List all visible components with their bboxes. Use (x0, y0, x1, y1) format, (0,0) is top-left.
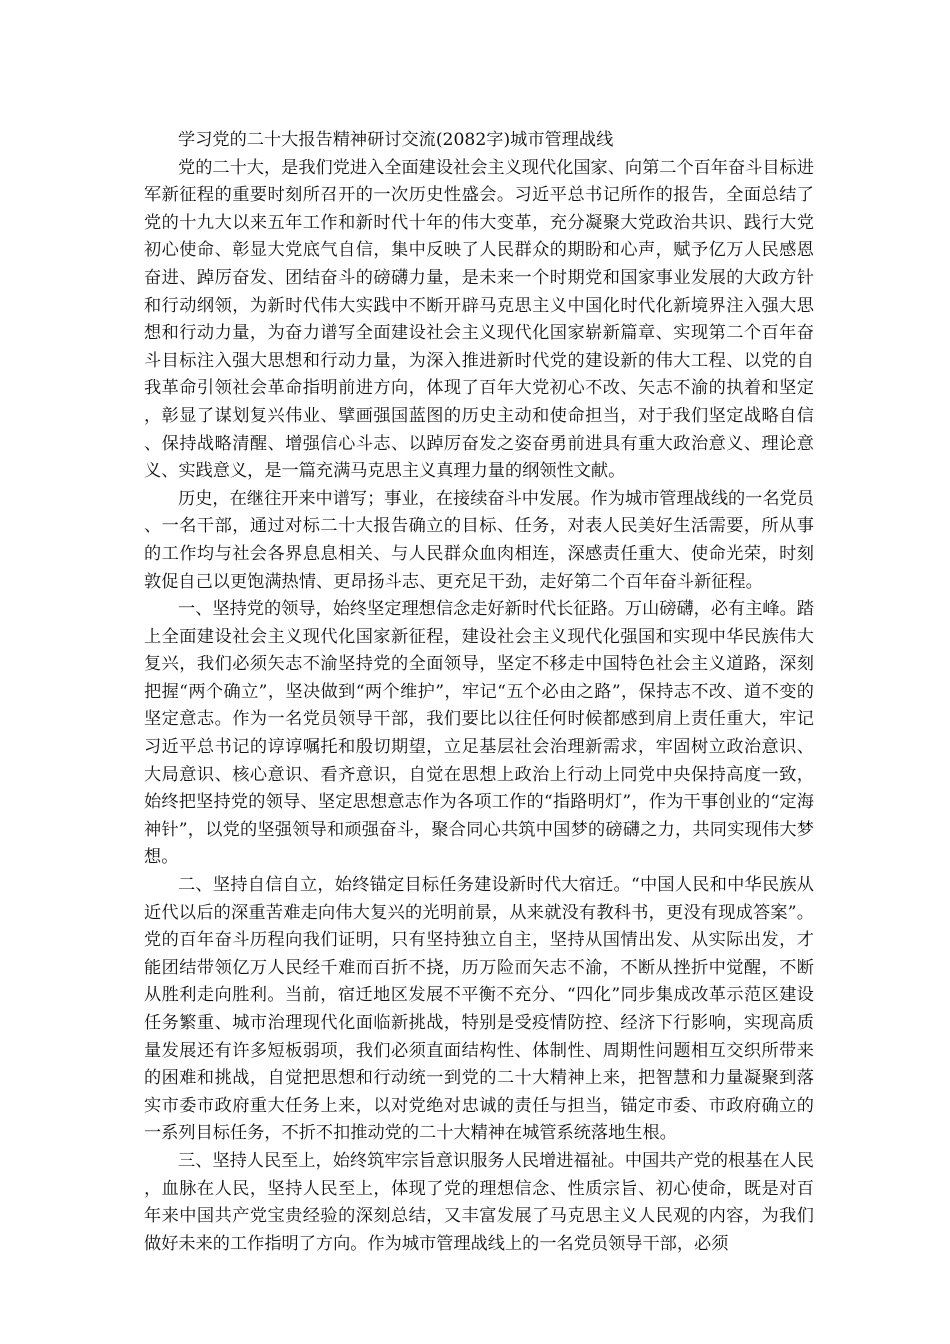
document-title: 学习党的二十大报告精神研讨交流(2082字)城市管理战线 (178, 130, 614, 150)
paragraph-history: 历史，在继往开来中谱写；事业，在接续奋斗中发展。作为城市管理战线的一名党员、一名干部，通过对标二十大报告确立的目标、任务，对表人民美好生活需要，所从事的工作均与社会各界息息相关、与人民群众血肉相连，深感责任重大、使命光荣，时刻敦促自己以更饱满热情、更昂扬斗志、更充足干劲，走好第二个百年奋斗新征程。 (144, 488, 814, 592)
document-body (144, 127, 814, 1258)
paragraph-point-three: 三、坚持人民至上，始终筑牢宗旨意识服务人民增进福祉。中国共产党的根基在人民，血脉在人民，坚持人民至上，体现了党的理想信念、性质宗旨、初心使命，既是对百年来中国共产党宝贵经验的深刻总结，又丰富发展了马克思主义人民观的内容，为我们做好未来的工作指明了方向。作为城市管理战线上的一名党员领导干部，必须 (144, 1150, 814, 1254)
paragraph-point-two: 二、坚持自信自立，始终锚定目标任务建设新时代大宿迁。“中国人民和中华民族从近代以后的深重苦难走向伟大复兴的光明前景，从来就没有教科书，更没有现成答案”。党的百年奋斗历程向我们证明，只有坚持独立自主，坚持从国情出发、从实际出发，才能团结带领亿万人民经千难而百折不挠，历万险而矢志不渝，不断从挫折中觉醒，不断从胜利走向胜利。当前，宿迁地区发展不平衡不充分、“四化”同步集成改革示范区建设任务繁重、城市治理现代化面临新挑战，特别是受疫情防控、经济下行影响，实现高质量发展还有许多短板弱项，我们必须直面结构性、体制性、周期性问题相互交织所带来的困难和挑战，自觉把思想和行动统一到党的二十大精神上来，把智慧和力量凝聚到落实市委市政府重大任务上来，以对党绝对忠诚的责任与担当，锚定市委、市政府确立的一系列目标任务，不折不扣推动党的二十大精神在城管系统落地生根。 (144, 875, 814, 1144)
paragraph-intro: 党的二十大，是我们党进入全面建设社会主义现代化国家、向第二个百年奋斗目标进军新征程的重要时刻所召开的一次历史性盛会。习近平总书记所作的报告，全面总结了党的十九大以来五年工作和新时代十年的伟大变革，充分凝聚大党政治共识、践行大党初心使命、彰显大党底气自信，集中反映了人民群众的期盼和心声，赋予亿万人民感恩奋进、踔厉奋发、团结奋斗的磅礴力量，是未来一个时期党和国家事业发展的大政方针和行动纲领，为新时代伟大实践中不断开辟马克思主义中国化时代化新境界注入强大思想和行动力量，为奋力谱写全面建设社会主义现代化国家崭新篇章、实现第二个百年奋斗目标注入强大思想和行动力量，为深入推进新时代党的建设新的伟大工程、以党的自我革命引领社会革命指明前进方向，体现了百年大党初心不改、矢志不渝的执着和坚定，彰显了谋划复兴伟业、擘画强国蓝图的历史主动和使命担当，对于我们坚定战略自信、保持战略清醒、增强信心斗志、以踔厉奋发之姿奋勇前进具有重大政治意义、理论意义、实践意义，是一篇充满马克思主义真理力量的纲领性文献。 (144, 157, 814, 482)
paragraph-point-one: 一、坚持党的领导，始终坚定理想信念走好新时代长征路。万山磅礴，必有主峰。踏上全面建设社会主义现代化国家新征程，建设社会主义现代化强国和实现中华民族伟大复兴，我们必须矢志不渝坚持党的全面领导，坚定不移走中国特色社会主义道路，深刻把握“两个确立”，坚决做到“两个维护”，牢记“五个必由之路”，保持志不改、道不变的坚定意志。作为一名党员领导干部，我们要比以往任何时候都感到肩上责任重大，牢记习近平总书记的谆谆嘱托和殷切期望，立足基层社会治理新需求，牢固树立政治意识、大局意识、核心意识、看齐意识，自觉在思想上政治上行动上同党中央保持高度一致，始终把坚持党的领导、坚定思想意志作为各项工作的“指路明灯”，作为干事创业的“定海神针”，以党的坚强领导和顽强奋斗，聚合同心共筑中国梦的磅礴之力，共同实现伟大梦想。 (144, 599, 814, 868)
